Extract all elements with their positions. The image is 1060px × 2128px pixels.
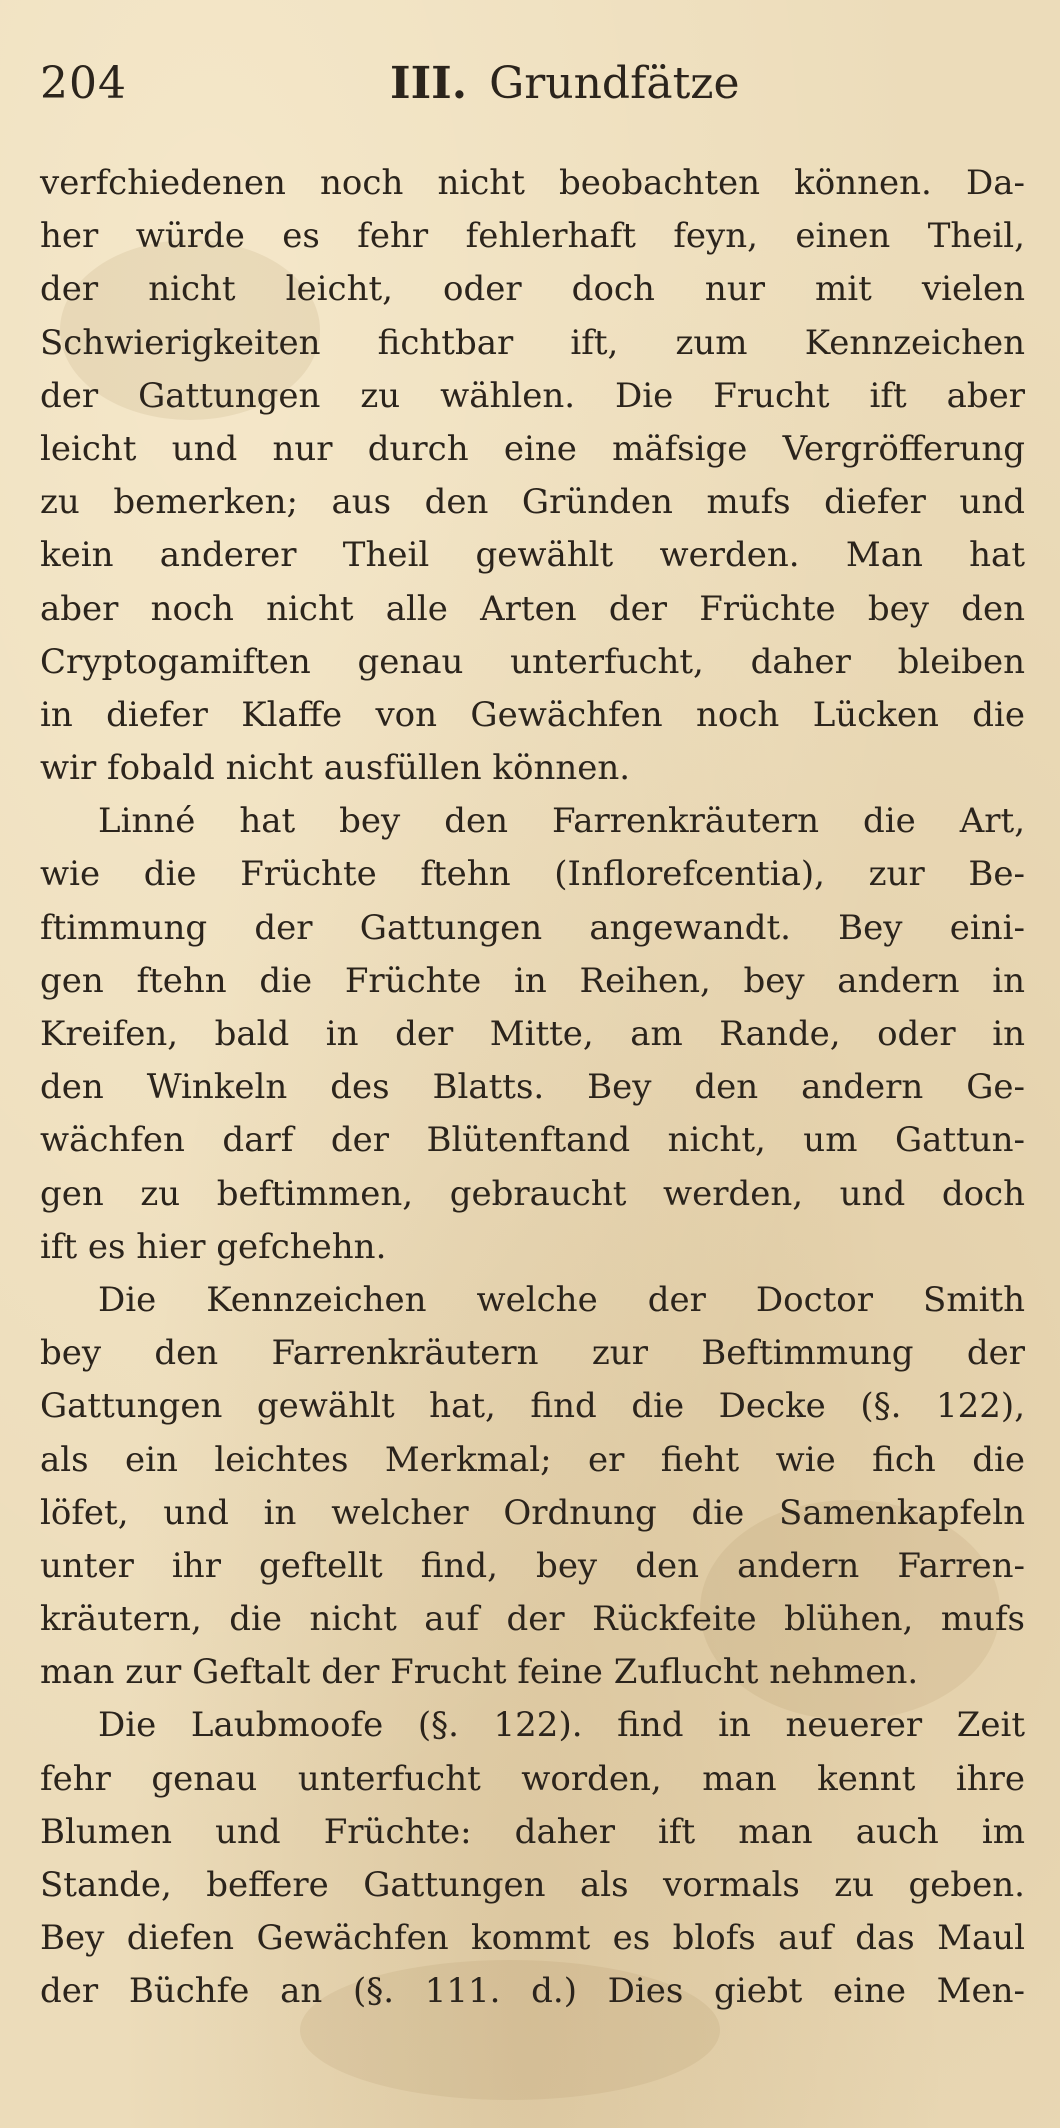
text-line: Linné hat bey den Farrenkräutern die Art, (98, 801, 1025, 842)
text-line: Bey diefen Gewächfen kommt es blofs auf das Maul (40, 1918, 1025, 1959)
text-line: Stande, beffere Gattungen als vormals zu geben. (40, 1865, 1025, 1905)
text-line: löfet, und in welcher Ordnung die Samenkapfeln (40, 1492, 1025, 1533)
chapter-title: Grundfätze (489, 58, 740, 109)
running-title (390, 58, 740, 109)
chapter-numeral: III. (390, 58, 468, 109)
text-line: den Winkeln des Blatts. Bey den andern Ge- (40, 1067, 1025, 1108)
text-line: der Gattungen zu wählen. Die Frucht ift aber (40, 375, 1025, 416)
page-header (40, 58, 1020, 118)
text-line: Die Kennzeichen welche der Doctor Smith (98, 1279, 1025, 1320)
text-line: wie die Früchte ftehn (Inflorefcentia), zur Be- (40, 854, 1025, 895)
text-line: in diefer Klaffe von Gewächfen noch Lücken die (40, 694, 1025, 735)
text-line: Gattungen gewählt hat, find die Decke (§. 122), (40, 1386, 1025, 1427)
text-line: wächfen darf der Blütenftand nicht, um Gattun- (40, 1120, 1025, 1161)
text-line: kräutern, die nicht auf der Rückfeite blühen, mufs (40, 1599, 1025, 1640)
text-line: der nicht leicht, oder doch nur mit vielen (40, 269, 1025, 310)
text-line: wir fobald nicht ausfüllen können. (40, 748, 631, 789)
text-line: ftimmung der Gattungen angewandt. Bey eini- (40, 907, 1025, 948)
text-line: Die Laubmoofe (§. 122). find in neuerer Zeit (98, 1705, 1025, 1746)
text-line: man zur Geftalt der Frucht feine Zuflucht nehmen. (40, 1652, 919, 1693)
text-line: als ein leichtes Merkmal; er fieht wie fich die (40, 1439, 1025, 1480)
text-line: aber noch nicht alle Arten der Früchte bey den (40, 588, 1025, 629)
text-line: unter ihr geftellt find, bey den andern Farren- (40, 1545, 1025, 1586)
text-line: Kreifen, bald in der Mitte, am Rande, oder in (40, 1014, 1025, 1054)
text-line: Cryptogamiften genau unterfucht, daher bleiben (40, 641, 1025, 682)
text-line: kein anderer Theil gewählt werden. Man hat (40, 535, 1025, 576)
text-line: gen ftehn die Früchte in Reihen, bey andern in (40, 960, 1025, 1001)
text-line: gen zu beftimmen, gebraucht werden, und doch (40, 1173, 1025, 1214)
text-line: Blumen und Früchte: daher ift man auch im (40, 1811, 1025, 1852)
text-line: der Büchfe an (§. 111. d.) Dies giebt eine Men- (40, 1971, 1025, 2012)
text-line: zu bemerken; aus den Gründen mufs diefer und (40, 482, 1025, 523)
text-line: fehr genau unterfucht worden, man kennt ihre (40, 1758, 1025, 1799)
page-number: 204 (40, 58, 127, 109)
body-text (40, 157, 1025, 2019)
text-line: her würde es fehr fehlerhaft feyn, einen Theil, (40, 216, 1025, 257)
text-line: ift es hier gefchehn. (40, 1226, 387, 1267)
text-line: Schwierigkeiten fichtbar ift, zum Kennzeichen (40, 322, 1025, 363)
text-line: bey den Farrenkräutern zur Beftimmung der (40, 1333, 1025, 1374)
text-line: leicht und nur durch eine mäfsige Vergröfferung (40, 428, 1025, 469)
text-line: verfchiedenen noch nicht beobachten können. Da- (40, 163, 1025, 203)
